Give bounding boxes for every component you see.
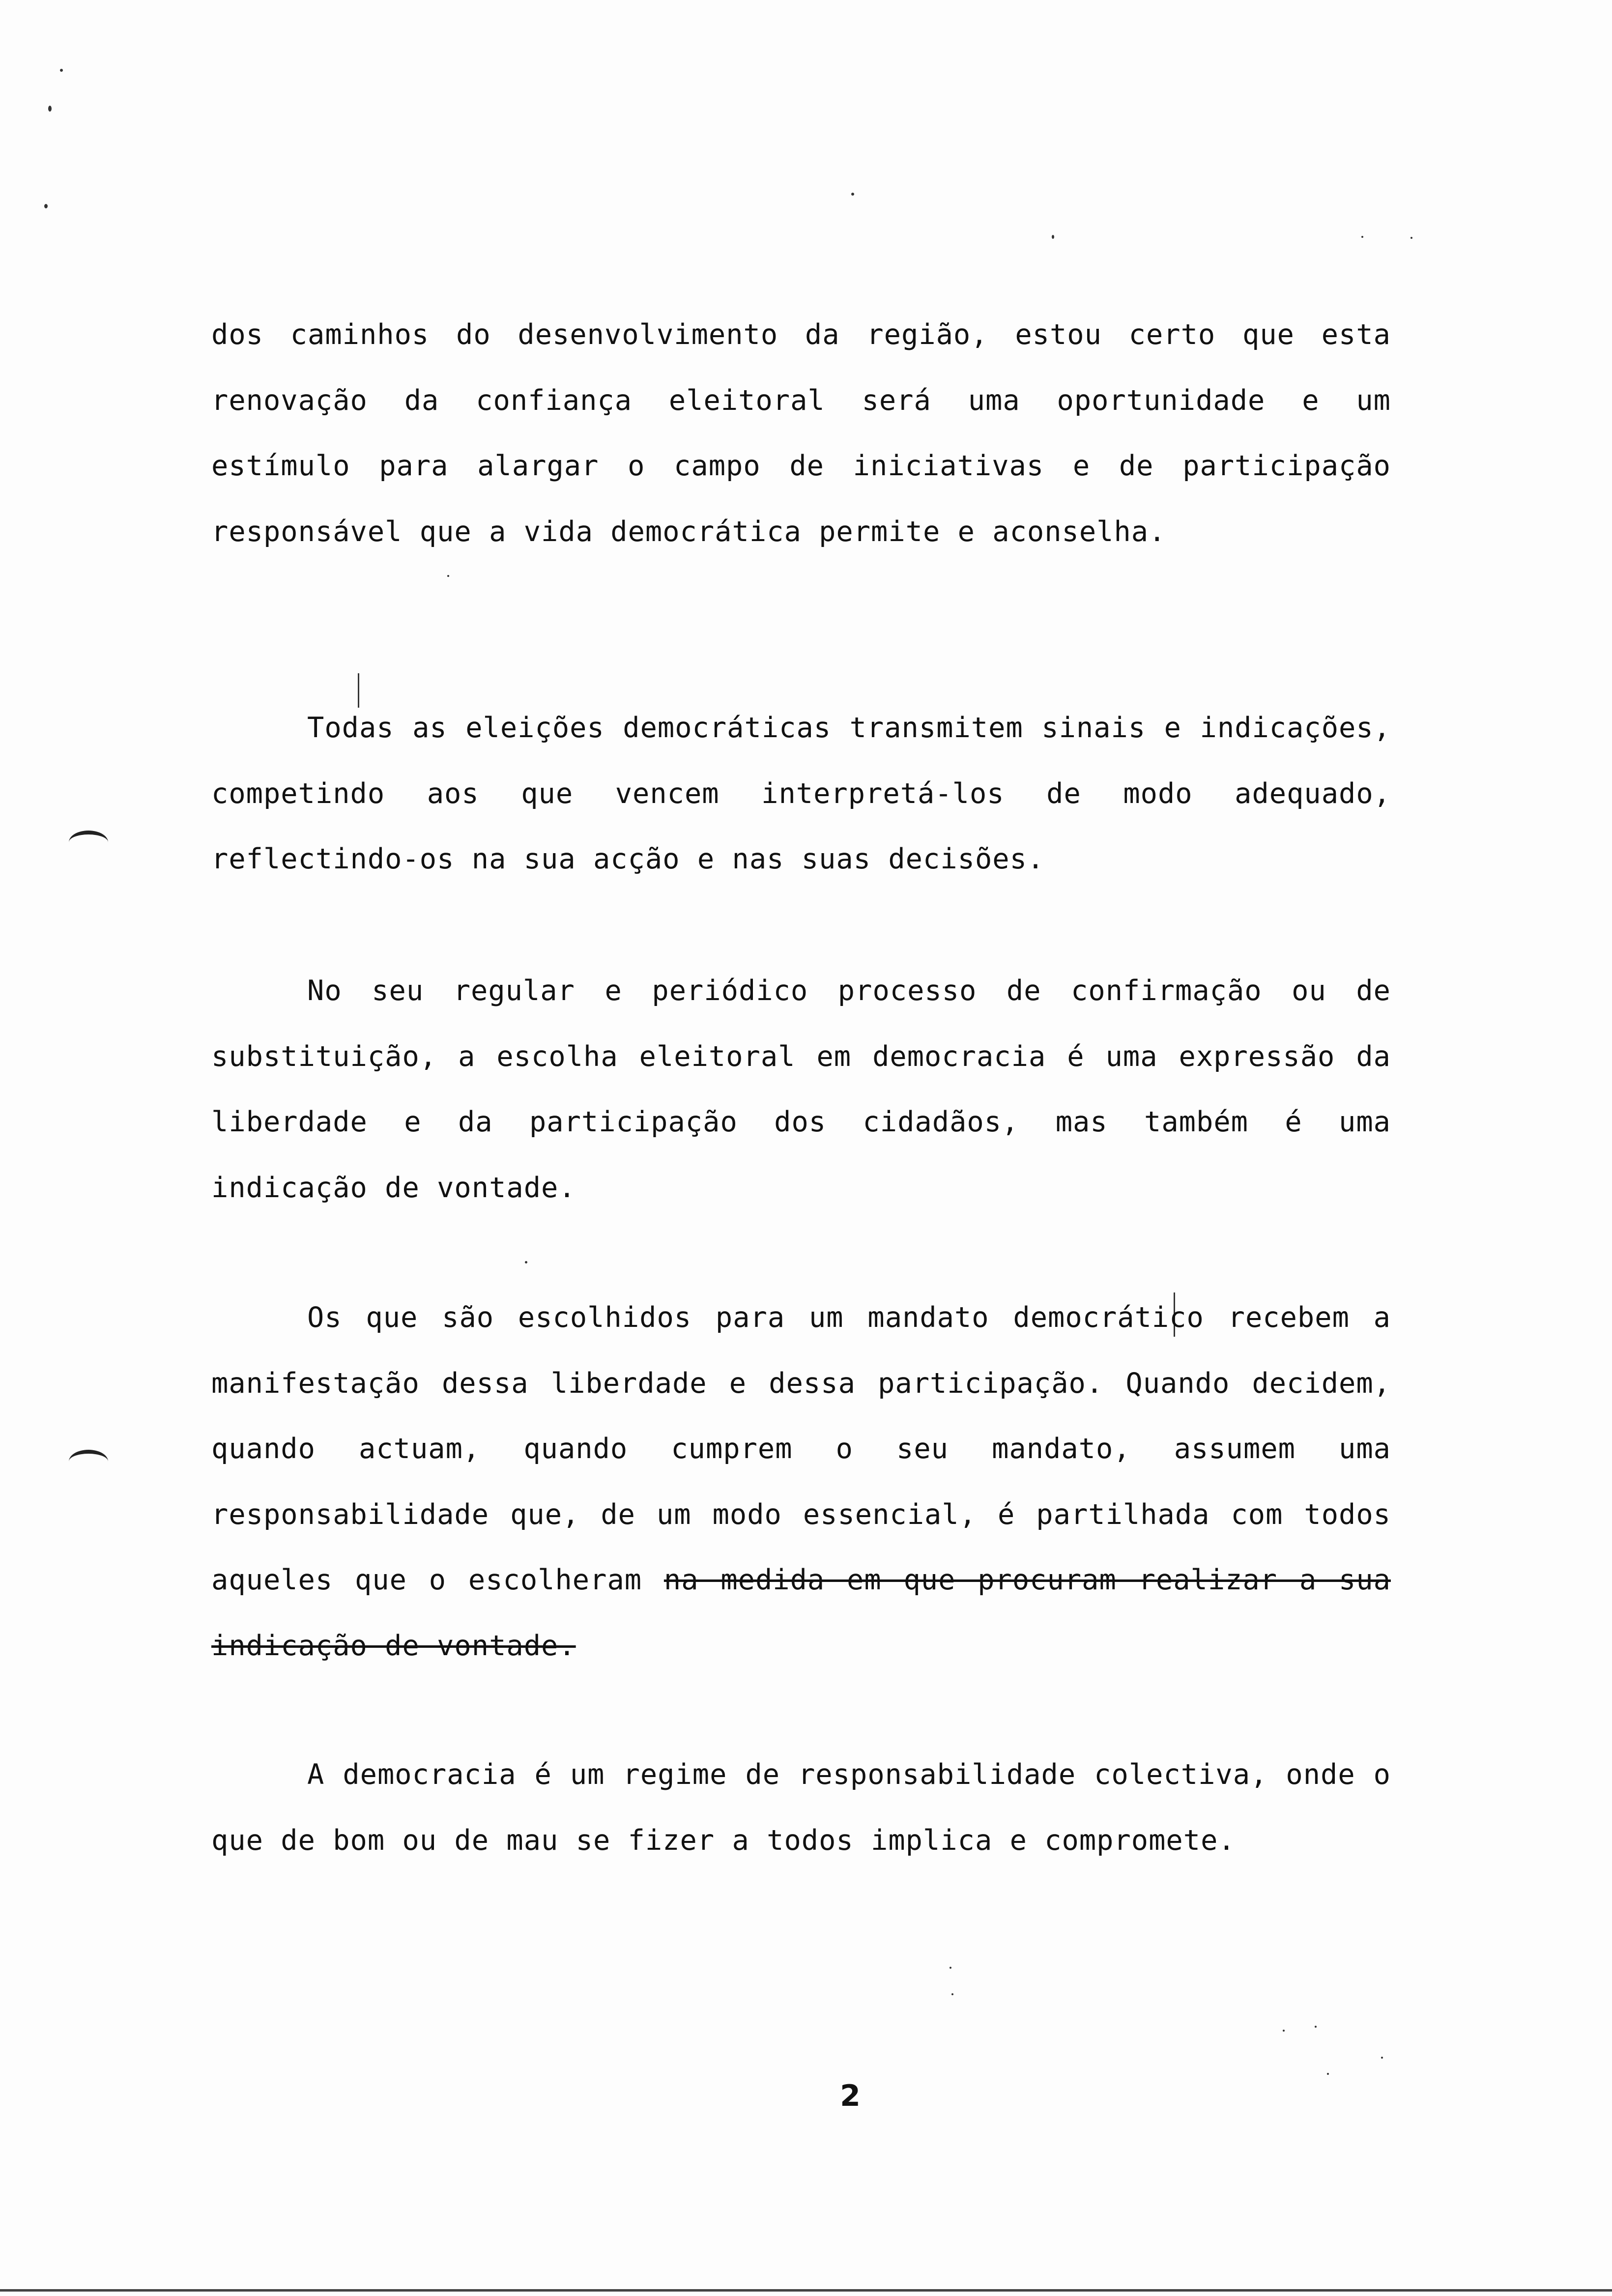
scan-speck [1361, 236, 1363, 238]
scan-speck [48, 106, 52, 112]
body-text [211, 1742, 1391, 1873]
punch-hole-mark [69, 831, 108, 854]
scan-speck [1381, 2057, 1383, 2059]
scan-speck [60, 69, 63, 72]
paragraph-5: A democracia é um regime de responsabilidade colectiva, onde o que de bom ou de mau se fizer a todos implica e compromete. [211, 1758, 1391, 1857]
body-text [211, 1285, 1391, 1679]
body-text [211, 302, 1391, 565]
punch-hole-mark [69, 1450, 108, 1473]
body-text [211, 958, 1391, 1221]
scan-speck [44, 204, 48, 208]
scan-bottom-edge [0, 2289, 1612, 2292]
paragraph-3: No seu regular e periódico processo de confirmação ou de substituição, a escolha eleitoral em democracia é uma expressão da liberdade e da participação dos cidadãos, mas também é uma indicação de vontade. [211, 975, 1391, 1204]
scan-speck [1315, 2026, 1317, 2028]
paragraph-4 [211, 1285, 1391, 1679]
struck-through-text: na medida em que procuram realizar a sua indicação de vontade. [211, 1564, 1391, 1662]
scan-speck [1052, 235, 1054, 239]
scan-speck [950, 1967, 951, 1969]
scan-speck [851, 193, 854, 196]
page-number: 2 [840, 2079, 861, 2113]
scan-speck [1283, 2030, 1285, 2032]
body-text [211, 695, 1391, 892]
scan-speck [951, 1993, 953, 1995]
scan-speck [1327, 2073, 1329, 2075]
paragraph-1: dos caminhos do desenvolvimento da região, estou certo que esta renovação da confiança eleitoral será uma oportunidade e um estímulo para alargar o campo de iniciativas e de participação responsável que a vida democrática permite e aconselha. [211, 318, 1391, 548]
scan-speck [447, 575, 449, 577]
paragraph-2: Todas as eleições democráticas transmitem sinais e indicações, competindo aos que vencem interpretá-los de modo adequado, reflectindo-os na sua acção e nas suas decisões. [211, 712, 1391, 875]
scan-speck [525, 1261, 527, 1263]
scan-speck [1410, 237, 1412, 239]
paragraph-4-text: Os que são escolhidos para um mandato democrático recebem a manifestação dessa liberdade e dessa participação. Quando decidem, quando actuam, quando cumprem o seu mandato, assumem uma responsabilidade que, de um modo essencial, é partilhada com todos aqueles que o escolheram [211, 1301, 1391, 1596]
